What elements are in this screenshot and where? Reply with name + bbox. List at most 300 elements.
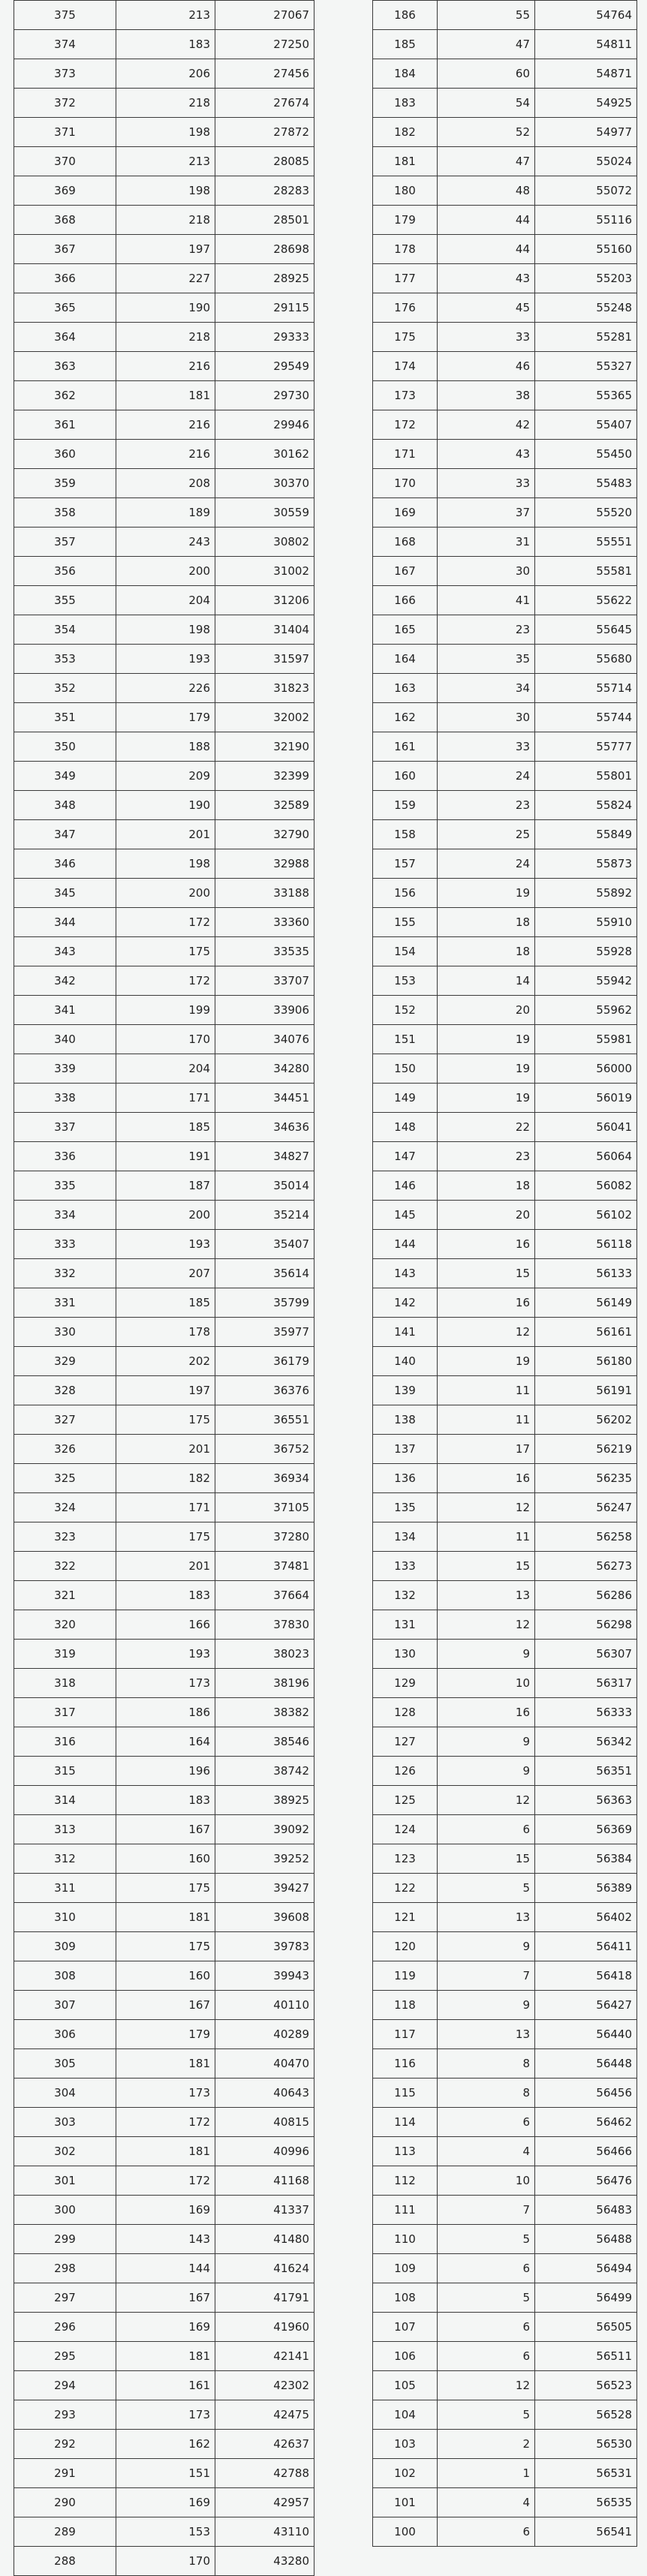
count-cell: 227	[116, 264, 215, 293]
table-row	[373, 1640, 637, 1669]
score-cell: 329	[14, 1347, 116, 1376]
table-row	[14, 1435, 314, 1464]
score-cell: 181	[373, 147, 438, 176]
count-cell: 153	[116, 2517, 215, 2547]
score-cell: 326	[14, 1435, 116, 1464]
table-row	[14, 2196, 314, 2225]
table-row	[14, 1230, 314, 1259]
cumulative-cell: 41480	[215, 2225, 314, 2254]
score-cell: 155	[373, 908, 438, 937]
table-row	[14, 293, 314, 323]
table-row	[373, 1991, 637, 2020]
score-cell: 316	[14, 1727, 116, 1757]
table-row	[14, 264, 314, 293]
cumulative-cell: 30802	[215, 528, 314, 557]
cumulative-cell: 54977	[535, 118, 637, 147]
count-cell: 164	[116, 1727, 215, 1757]
cumulative-cell: 29549	[215, 352, 314, 381]
score-cell: 291	[14, 2459, 116, 2488]
table-row	[14, 89, 314, 118]
score-cell: 162	[373, 703, 438, 732]
cumulative-cell: 37105	[215, 1493, 314, 1522]
cumulative-cell: 56333	[535, 1698, 637, 1727]
cumulative-cell: 56523	[535, 2371, 637, 2400]
score-cell: 320	[14, 1610, 116, 1640]
cumulative-cell: 55928	[535, 937, 637, 966]
count-cell: 5	[438, 2225, 535, 2254]
cumulative-cell: 39608	[215, 1903, 314, 1932]
count-cell: 11	[438, 1522, 535, 1552]
score-cell: 103	[373, 2430, 438, 2459]
table-row	[373, 30, 637, 59]
score-cell: 186	[373, 1, 438, 30]
table-row	[14, 1347, 314, 1376]
score-cell: 350	[14, 732, 116, 762]
count-cell: 160	[116, 1844, 215, 1874]
cumulative-cell: 55645	[535, 615, 637, 645]
count-cell: 18	[438, 1171, 535, 1201]
count-cell: 34	[438, 674, 535, 703]
table-row	[14, 206, 314, 235]
count-cell: 60	[438, 59, 535, 89]
table-row	[373, 2079, 637, 2108]
count-cell: 6	[438, 2517, 535, 2547]
count-cell: 190	[116, 293, 215, 323]
table-row	[14, 118, 314, 147]
count-cell: 226	[116, 674, 215, 703]
count-cell: 198	[116, 176, 215, 206]
score-cell: 335	[14, 1171, 116, 1201]
count-cell: 218	[116, 323, 215, 352]
cumulative-cell: 55116	[535, 206, 637, 235]
count-cell: 182	[116, 1464, 215, 1493]
table-row	[14, 1201, 314, 1230]
score-table-left	[14, 0, 314, 2576]
table-row	[14, 1522, 314, 1552]
score-cell: 342	[14, 966, 116, 996]
count-cell: 216	[116, 440, 215, 469]
count-cell: 204	[116, 586, 215, 615]
count-cell: 186	[116, 1698, 215, 1727]
table-row	[14, 2371, 314, 2400]
count-cell: 143	[116, 2225, 215, 2254]
cumulative-cell: 55910	[535, 908, 637, 937]
table-row	[14, 703, 314, 732]
table-row	[373, 1757, 637, 1786]
cumulative-cell: 36934	[215, 1464, 314, 1493]
score-cell: 142	[373, 1288, 438, 1318]
count-cell: 193	[116, 645, 215, 674]
count-cell: 12	[438, 1610, 535, 1640]
score-cell: 360	[14, 440, 116, 469]
count-cell: 46	[438, 352, 535, 381]
score-cell: 183	[373, 89, 438, 118]
table-row	[373, 2137, 637, 2166]
cumulative-cell: 42141	[215, 2342, 314, 2371]
cumulative-cell: 30559	[215, 498, 314, 528]
cumulative-cell: 54811	[535, 30, 637, 59]
score-cell: 128	[373, 1698, 438, 1727]
score-cell: 132	[373, 1581, 438, 1610]
cumulative-cell: 29730	[215, 381, 314, 410]
score-cell: 179	[373, 206, 438, 235]
table-row	[373, 2225, 637, 2254]
cumulative-cell: 55849	[535, 820, 637, 849]
count-cell: 181	[116, 2137, 215, 2166]
cumulative-cell: 56219	[535, 1435, 637, 1464]
score-cell: 109	[373, 2254, 438, 2283]
count-cell: 198	[116, 849, 215, 879]
table-row	[373, 235, 637, 264]
count-cell: 193	[116, 1230, 215, 1259]
cumulative-cell: 56505	[535, 2313, 637, 2342]
table-row	[14, 2254, 314, 2283]
score-cell: 112	[373, 2166, 438, 2196]
count-cell: 171	[116, 1084, 215, 1113]
score-cell: 322	[14, 1552, 116, 1581]
table-row	[373, 1054, 637, 1084]
cumulative-cell: 39252	[215, 1844, 314, 1874]
count-cell: 204	[116, 1054, 215, 1084]
cumulative-cell: 31597	[215, 645, 314, 674]
score-cell: 354	[14, 615, 116, 645]
count-cell: 35	[438, 645, 535, 674]
score-cell: 133	[373, 1552, 438, 1581]
cumulative-cell: 56466	[535, 2137, 637, 2166]
table-row	[14, 2137, 314, 2166]
table-row	[14, 1171, 314, 1201]
count-cell: 9	[438, 1932, 535, 1961]
cumulative-cell: 55581	[535, 557, 637, 586]
cumulative-cell: 37481	[215, 1552, 314, 1581]
score-cell: 159	[373, 791, 438, 820]
table-row	[373, 1610, 637, 1640]
table-row	[14, 1084, 314, 1113]
table-row	[14, 820, 314, 849]
score-cell: 145	[373, 1201, 438, 1230]
count-cell: 172	[116, 2166, 215, 2196]
count-cell: 167	[116, 1815, 215, 1844]
table-row	[373, 410, 637, 440]
table-row	[14, 1259, 314, 1288]
count-cell: 216	[116, 352, 215, 381]
table-row	[14, 2517, 314, 2547]
score-cell: 123	[373, 1844, 438, 1874]
table-row	[373, 381, 637, 410]
score-cell: 312	[14, 1844, 116, 1874]
table-row	[14, 879, 314, 908]
count-cell: 15	[438, 1552, 535, 1581]
count-cell: 15	[438, 1844, 535, 1874]
table-row	[373, 1259, 637, 1288]
table-row	[14, 381, 314, 410]
cumulative-cell: 28085	[215, 147, 314, 176]
cumulative-cell: 36179	[215, 1347, 314, 1376]
count-cell: 166	[116, 1610, 215, 1640]
table-row	[373, 2283, 637, 2313]
score-cell: 110	[373, 2225, 438, 2254]
count-cell: 175	[116, 1874, 215, 1903]
score-cell: 171	[373, 440, 438, 469]
cumulative-cell: 27250	[215, 30, 314, 59]
cumulative-cell: 40289	[215, 2020, 314, 2049]
table-row	[373, 2517, 637, 2547]
cumulative-cell: 56273	[535, 1552, 637, 1581]
score-cell: 156	[373, 879, 438, 908]
score-cell: 139	[373, 1376, 438, 1405]
score-cell: 314	[14, 1786, 116, 1815]
count-cell: 4	[438, 2137, 535, 2166]
table-row	[14, 1903, 314, 1932]
table-row	[373, 1961, 637, 1991]
score-cell: 172	[373, 410, 438, 440]
count-cell: 23	[438, 791, 535, 820]
score-cell: 121	[373, 1903, 438, 1932]
count-cell: 13	[438, 1581, 535, 1610]
cumulative-cell: 55744	[535, 703, 637, 732]
cumulative-cell: 42788	[215, 2459, 314, 2488]
count-cell: 13	[438, 2020, 535, 2049]
cumulative-cell: 32002	[215, 703, 314, 732]
score-cell: 330	[14, 1318, 116, 1347]
count-cell: 17	[438, 1435, 535, 1464]
cumulative-cell: 35977	[215, 1318, 314, 1347]
score-cell: 147	[373, 1142, 438, 1171]
table-row	[14, 352, 314, 381]
table-row	[14, 2488, 314, 2517]
table-row	[14, 1757, 314, 1786]
count-cell: 11	[438, 1376, 535, 1405]
cumulative-cell: 55714	[535, 674, 637, 703]
count-cell: 183	[116, 1786, 215, 1815]
cumulative-cell: 56082	[535, 1171, 637, 1201]
table-row	[373, 1581, 637, 1610]
cumulative-cell: 55327	[535, 352, 637, 381]
table-row	[14, 2313, 314, 2342]
score-cell: 370	[14, 147, 116, 176]
cumulative-cell: 33360	[215, 908, 314, 937]
table-row	[373, 645, 637, 674]
score-cell: 332	[14, 1259, 116, 1288]
table-row	[373, 2459, 637, 2488]
table-row	[373, 1815, 637, 1844]
count-cell: 10	[438, 1669, 535, 1698]
count-cell: 9	[438, 1991, 535, 2020]
table-row	[14, 1844, 314, 1874]
count-cell: 20	[438, 996, 535, 1025]
score-cell: 352	[14, 674, 116, 703]
table-row	[373, 586, 637, 615]
score-cell: 182	[373, 118, 438, 147]
cumulative-cell: 55551	[535, 528, 637, 557]
score-cell: 331	[14, 1288, 116, 1318]
cumulative-cell: 55365	[535, 381, 637, 410]
table-row	[14, 1552, 314, 1581]
count-cell: 218	[116, 89, 215, 118]
score-cell: 184	[373, 59, 438, 89]
cumulative-cell: 34280	[215, 1054, 314, 1084]
score-cell: 168	[373, 528, 438, 557]
cumulative-cell: 38925	[215, 1786, 314, 1815]
table-row	[14, 1961, 314, 1991]
score-cell: 297	[14, 2283, 116, 2313]
cumulative-cell: 55407	[535, 410, 637, 440]
table-row	[14, 791, 314, 820]
score-cell: 136	[373, 1464, 438, 1493]
score-cell: 104	[373, 2400, 438, 2430]
score-cell: 101	[373, 2488, 438, 2517]
count-cell: 207	[116, 1259, 215, 1288]
count-cell: 171	[116, 1493, 215, 1522]
cumulative-cell: 34827	[215, 1142, 314, 1171]
count-cell: 6	[438, 2313, 535, 2342]
count-cell: 213	[116, 147, 215, 176]
cumulative-cell: 37664	[215, 1581, 314, 1610]
table-row	[373, 206, 637, 235]
count-cell: 181	[116, 1903, 215, 1932]
score-cell: 160	[373, 762, 438, 791]
count-cell: 2	[438, 2430, 535, 2459]
table-row	[14, 996, 314, 1025]
count-cell: 198	[116, 118, 215, 147]
table-row	[373, 1786, 637, 1815]
cumulative-cell: 34636	[215, 1113, 314, 1142]
score-cell: 367	[14, 235, 116, 264]
score-cell: 313	[14, 1815, 116, 1844]
table-row	[14, 440, 314, 469]
count-cell: 38	[438, 381, 535, 410]
count-cell: 23	[438, 615, 535, 645]
count-cell: 16	[438, 1288, 535, 1318]
score-cell: 364	[14, 323, 116, 352]
count-cell: 172	[116, 966, 215, 996]
cumulative-cell: 38382	[215, 1698, 314, 1727]
table-row	[373, 966, 637, 996]
cumulative-cell: 28925	[215, 264, 314, 293]
count-cell: 14	[438, 966, 535, 996]
cumulative-cell: 41337	[215, 2196, 314, 2225]
table-row	[373, 1376, 637, 1405]
table-row	[373, 996, 637, 1025]
cumulative-cell: 30162	[215, 440, 314, 469]
count-cell: 24	[438, 762, 535, 791]
score-cell: 158	[373, 820, 438, 849]
score-cell: 305	[14, 2049, 116, 2079]
cumulative-cell: 55981	[535, 1025, 637, 1054]
score-cell: 107	[373, 2313, 438, 2342]
cumulative-cell: 41960	[215, 2313, 314, 2342]
cumulative-cell: 56483	[535, 2196, 637, 2225]
table-row	[14, 615, 314, 645]
table-row	[14, 674, 314, 703]
cumulative-cell: 55483	[535, 469, 637, 498]
score-cell: 373	[14, 59, 116, 89]
score-cell: 143	[373, 1259, 438, 1288]
table-row	[373, 147, 637, 176]
cumulative-cell: 55024	[535, 147, 637, 176]
count-cell: 5	[438, 2400, 535, 2430]
count-cell: 33	[438, 469, 535, 498]
score-cell: 317	[14, 1698, 116, 1727]
score-cell: 141	[373, 1318, 438, 1347]
table-row	[14, 1025, 314, 1054]
cumulative-cell: 56363	[535, 1786, 637, 1815]
cumulative-cell: 55622	[535, 586, 637, 615]
count-cell: 16	[438, 1230, 535, 1259]
score-cell: 365	[14, 293, 116, 323]
cumulative-cell: 56511	[535, 2342, 637, 2371]
count-cell: 197	[116, 235, 215, 264]
count-cell: 9	[438, 1640, 535, 1669]
count-cell: 173	[116, 2079, 215, 2108]
cumulative-cell: 27872	[215, 118, 314, 147]
table-row	[14, 762, 314, 791]
table-row	[14, 966, 314, 996]
score-cell: 175	[373, 323, 438, 352]
count-cell: 30	[438, 557, 535, 586]
cumulative-cell: 43110	[215, 2517, 314, 2547]
score-cell: 308	[14, 1961, 116, 1991]
cumulative-cell: 40815	[215, 2108, 314, 2137]
table-row	[14, 2342, 314, 2371]
cumulative-cell: 55072	[535, 176, 637, 206]
score-cell: 310	[14, 1903, 116, 1932]
count-cell: 179	[116, 703, 215, 732]
table-row	[373, 1, 637, 30]
count-cell: 6	[438, 1815, 535, 1844]
count-cell: 185	[116, 1113, 215, 1142]
cumulative-cell: 38023	[215, 1640, 314, 1669]
count-cell: 218	[116, 206, 215, 235]
score-cell: 337	[14, 1113, 116, 1142]
table-row	[14, 2430, 314, 2459]
table-row	[373, 1844, 637, 1874]
cumulative-cell: 56307	[535, 1640, 637, 1669]
cumulative-cell: 31206	[215, 586, 314, 615]
score-cell: 296	[14, 2313, 116, 2342]
score-cell: 164	[373, 645, 438, 674]
cumulative-cell: 55203	[535, 264, 637, 293]
score-cell: 351	[14, 703, 116, 732]
count-cell: 179	[116, 2020, 215, 2049]
cumulative-cell: 56247	[535, 1493, 637, 1522]
score-cell: 180	[373, 176, 438, 206]
table-row	[373, 1698, 637, 1727]
cumulative-cell: 40996	[215, 2137, 314, 2166]
count-cell: 200	[116, 557, 215, 586]
table-row	[373, 762, 637, 791]
cumulative-cell: 56384	[535, 1844, 637, 1874]
count-cell: 13	[438, 1903, 535, 1932]
score-cell: 304	[14, 2079, 116, 2108]
count-cell: 12	[438, 1318, 535, 1347]
score-cell: 293	[14, 2400, 116, 2430]
cumulative-cell: 30370	[215, 469, 314, 498]
score-cell: 294	[14, 2371, 116, 2400]
score-cell: 178	[373, 235, 438, 264]
score-cell: 174	[373, 352, 438, 381]
score-cell: 340	[14, 1025, 116, 1054]
cumulative-cell: 56286	[535, 1581, 637, 1610]
table-row	[14, 1054, 314, 1084]
score-cell: 307	[14, 1991, 116, 2020]
count-cell: 11	[438, 1405, 535, 1435]
count-cell: 43	[438, 264, 535, 293]
cumulative-cell: 32190	[215, 732, 314, 762]
count-cell: 175	[116, 1932, 215, 1961]
table-row	[14, 323, 314, 352]
count-cell: 144	[116, 2254, 215, 2283]
